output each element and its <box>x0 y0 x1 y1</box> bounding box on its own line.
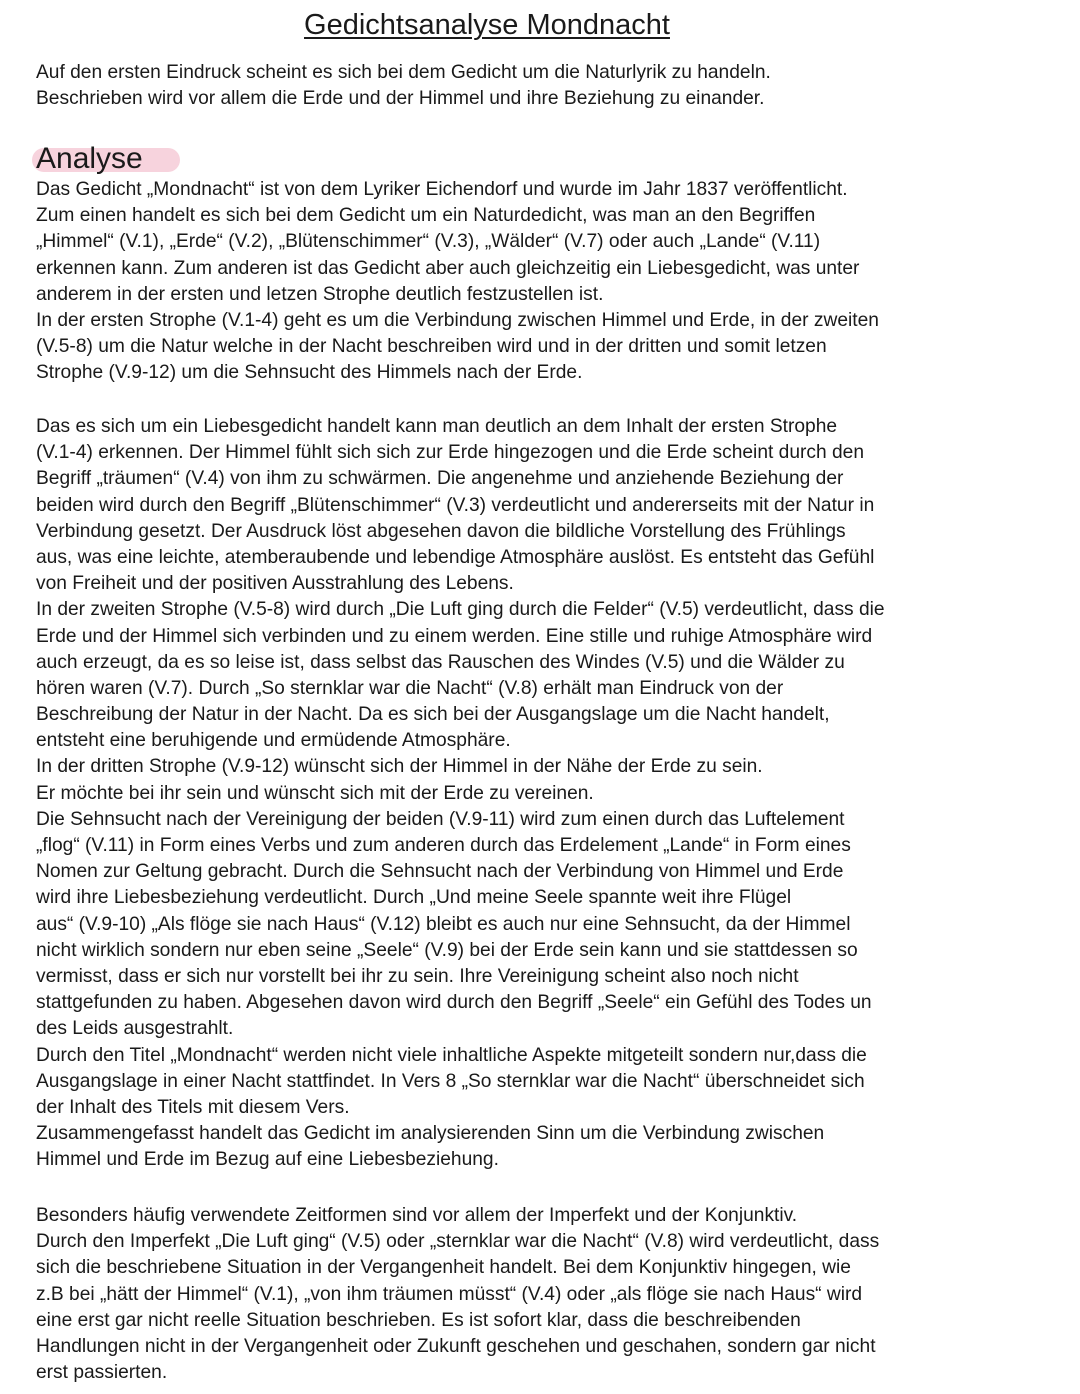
text-line: (V.1-4) erkennen. Der Himmel fühlt sich sich zur Erde hingezogen und die Erde scheint durch den <box>36 442 864 464</box>
text-line: Das es sich um ein Liebesgedicht handelt kann man deutlich an dem Inhalt der ersten Strophe <box>36 416 838 437</box>
analysis-paragraph-3 <box>36 1203 1076 1386</box>
text-line: Die Sehnsucht nach der Vereinigung der beiden (V.9-11) wird zum einen durch das Luftelement <box>36 808 845 830</box>
section-heading-label: Analyse <box>36 142 143 175</box>
text-line: vermisst, dass er sich nur vorstellt bei ihr zu sein. Ihre Vereinigung scheint also noch nicht <box>36 965 799 987</box>
text-line: In der dritten Strophe (V.9-12) wünscht sich der Himmel in der Nähe der Erde zu sein. <box>36 756 763 778</box>
text-line: Zum einen handelt es sich bei dem Gedicht um ein Naturdedicht, was man an den Begriffen <box>36 205 816 227</box>
text-line: Besonders häufig verwendete Zeitformen sind vor allem der Imperfekt und der Konjunktiv. <box>36 1205 798 1226</box>
analysis-paragraph-1 <box>36 177 1076 387</box>
text-line: Strophe (V.9-12) um die Sehnsucht des Himmels nach der Erde. <box>36 362 583 384</box>
text-line: stattgefunden zu haben. Abgesehen davon wird durch den Begriff „Seele“ ein Gefühl des Todes un <box>36 992 872 1014</box>
text-line: nicht wirklich sondern nur eben seine „Seele“ (V.9) bei der Erde sein kann und sie stattdessen so <box>36 939 858 961</box>
text-line: Durch den Titel „Mondnacht“ werden nicht viele inhaltliche Aspekte mitgeteilt sondern nur,dass die <box>36 1044 867 1066</box>
text-line: Das Gedicht „Mondnacht“ ist von dem Lyriker Eichendorf und wurde im Jahr 1837 veröffentlicht. <box>36 179 848 200</box>
section-heading <box>32 142 143 176</box>
analysis-paragraph-2 <box>36 414 1076 1173</box>
text-line: anderem in der ersten und letzen Strophe deutlich festzustellen ist. <box>36 283 604 305</box>
text-line: Begriff „träumen“ (V.4) von ihm zu schwärmen. Die angenehme und anziehende Beziehung der <box>36 468 844 490</box>
text-line: (V.5-8) um die Natur welche in der Nacht beschreiben wird und in der dritten und somit letzen <box>36 336 827 358</box>
text-line: Beschreibung der Natur in der Nacht. Da es sich bei der Ausgangslage um die Nacht handelt, <box>36 704 830 726</box>
text-line: des Leids ausgestrahlt. <box>36 1018 234 1040</box>
text-line: Er möchte bei ihr sein und wünscht sich mit der Erde zu vereinen. <box>36 782 594 804</box>
text-line: Handlungen nicht in der Vergangenheit oder Zukunft geschehen und geschahen, sondern gar nicht <box>36 1335 876 1357</box>
text-line: In der ersten Strophe (V.1-4) geht es um die Verbindung zwischen Himmel und Erde, in der zweiten <box>36 309 879 331</box>
text-line: Auf den ersten Eindruck scheint es sich bei dem Gedicht um die Naturlyrik zu handeln. <box>36 62 771 83</box>
text-line: der Inhalt des Titels mit diesem Vers. <box>36 1096 350 1118</box>
intro-paragraph <box>36 60 1076 112</box>
text-line: hören waren (V.7). Durch „So sternklar war die Nacht“ (V.8) erhält man Eindruck von der <box>36 677 784 699</box>
text-line: z.B bei „hätt der Himmel“ (V.1), „von ihm träumen müsst“ (V.4) oder „als flöge sie nach Haus“ wird <box>36 1283 863 1305</box>
text-line: Himmel und Erde im Bezug auf eine Liebesbeziehung. <box>36 1149 499 1171</box>
text-line: Ausgangslage in einer Nacht stattfindet. In Vers 8 „So sternklar war die Nacht“ überschneidet sich <box>36 1070 865 1092</box>
text-line: beiden wird durch den Begriff „Blütenschimmer“ (V.3) verdeutlicht und andererseits mit der Natur in <box>36 494 875 516</box>
text-line: „Himmel“ (V.1), „Erde“ (V.2), „Blütenschimmer“ (V.3), „Wälder“ (V.7) oder auch „Lande“ (V.11) <box>36 231 821 253</box>
text-line: sich die beschriebene Situation in der Vergangenheit handelt. Bei dem Konjunktiv hingegen, wie <box>36 1257 851 1279</box>
text-line: wird ihre Liebesbeziehung verdeutlicht. Durch „Und meine Seele spannte weit ihre Flügel <box>36 887 792 909</box>
text-line: Erde und der Himmel sich verbinden und zu einem werden. Eine stille und ruhige Atmosphäre wird <box>36 625 873 647</box>
text-line: erst passierten. <box>36 1362 168 1384</box>
text-line: erkennen kann. Zum anderen ist das Gedicht aber auch gleichzeitig ein Liebesgedicht, was unter <box>36 257 860 279</box>
text-line: Durch den Imperfekt „Die Luft ging“ (V.5) oder „sternklar war die Nacht“ (V.8) wird verdeutlicht, dass <box>36 1231 880 1253</box>
text-line: Nomen zur Geltung gebracht. Durch die Sehnsucht nach der Verbindung von Himmel und Erde <box>36 861 844 883</box>
text-line: aus, was eine leichte, atemberaubende und lebendige Atmosphäre auslöst. Es entsteht das Gefühl <box>36 546 875 568</box>
text-line: Beschrieben wird vor allem die Erde und der Himmel und ihre Beziehung zu einander. <box>36 88 765 110</box>
text-line: auch erzeugt, da es so leise ist, dass selbst das Rauschen des Windes (V.5) und die Wälder zu <box>36 651 845 673</box>
text-line: In der zweiten Strophe (V.5-8) wird durch „Die Luft ging durch die Felder“ (V.5) verdeutlicht, dass die <box>36 599 885 621</box>
document-title: Gedichtsanalyse Mondnacht <box>304 9 670 41</box>
text-line: von Freiheit und der positiven Ausstrahlung des Lebens. <box>36 573 514 595</box>
text-line: Verbindung gesetzt. Der Ausdruck löst abgesehen davon die bildliche Vorstellung des Frühlings <box>36 520 846 542</box>
text-line: eine erst gar nicht reelle Situation beschrieben. Es ist sofort klar, dass die beschreibenden <box>36 1309 801 1331</box>
text-line: „flog“ (V.11) in Form eines Verbs und zum anderen durch das Erdelement „Lande“ in Form eines <box>36 835 851 856</box>
text-line: aus“ (V.9-10) „Als flöge sie nach Haus“ (V.12) bleibt es auch nur eine Sehnsucht, da der Himmel <box>36 913 851 935</box>
text-line: Zusammengefasst handelt das Gedicht im analysierenden Sinn um die Verbindung zwischen <box>36 1123 825 1145</box>
text-line: entsteht eine beruhigende und ermüdende Atmosphäre. <box>36 730 511 752</box>
